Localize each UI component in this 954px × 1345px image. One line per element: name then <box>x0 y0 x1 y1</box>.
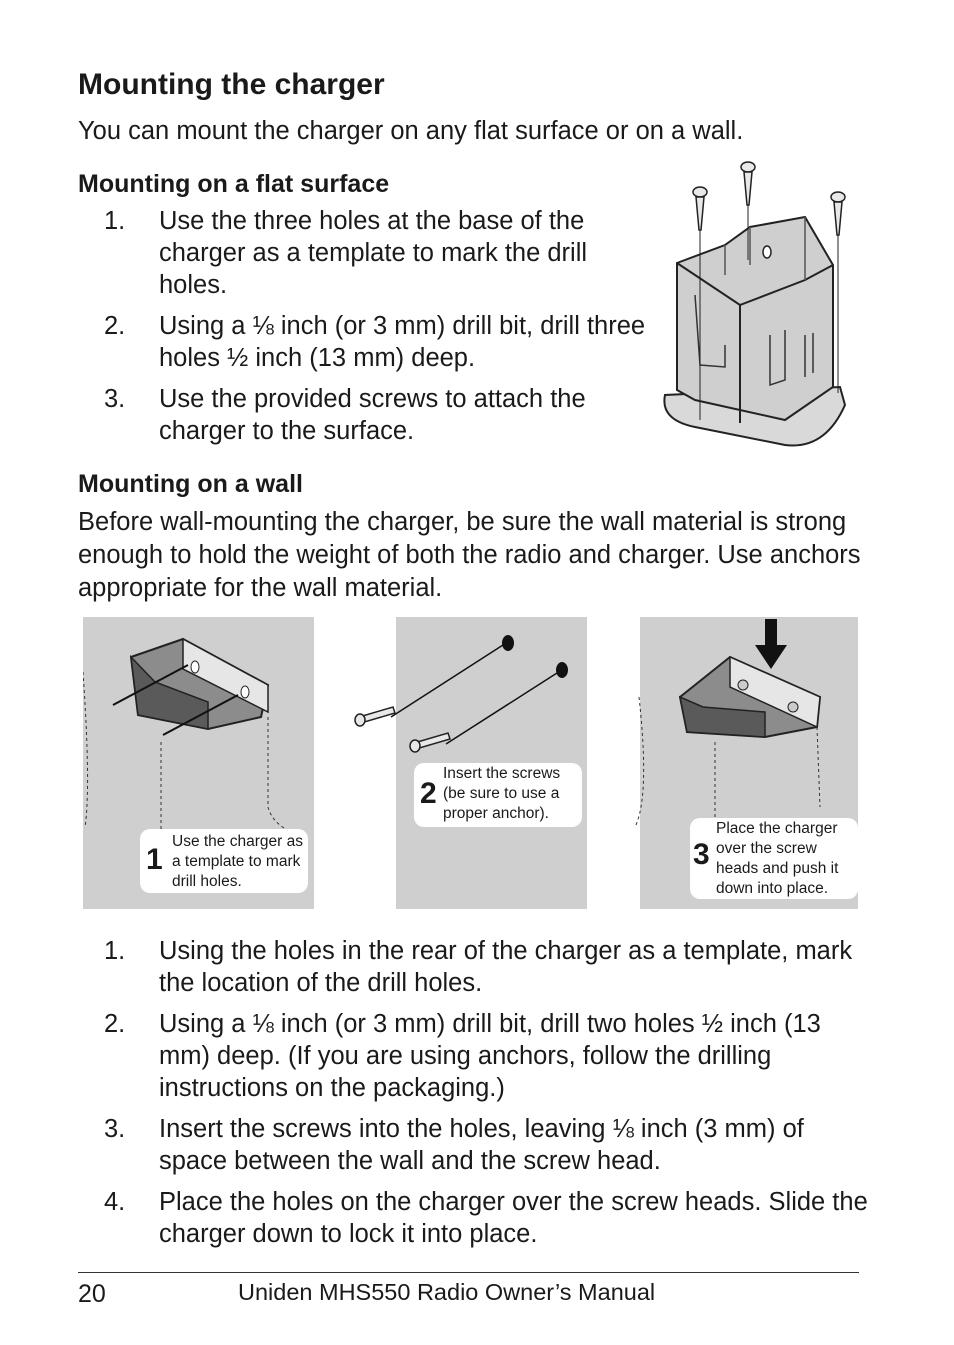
wall-step <box>78 1008 868 1104</box>
charger-flat-mount-illustration <box>655 155 860 455</box>
step-number: 1. <box>104 207 126 235</box>
callout-text: Insert the screws (be sure to use a proper anchor). <box>443 765 561 822</box>
callout-number: 1 <box>146 843 163 876</box>
step-number: 3. <box>104 1115 126 1143</box>
step-number: 3. <box>104 385 126 413</box>
callout-2 <box>414 763 582 827</box>
page-title: Mounting the charger <box>78 68 385 101</box>
step-text: Insert the screws into the holes, leaving ⅛ inch (3 mm) of space between the wall and the screw head. <box>159 1115 804 1175</box>
callout-text: Use the charger as a template to mark drill holes. <box>172 833 303 890</box>
page-number: 20 <box>78 1280 106 1308</box>
wall-step <box>78 1113 868 1177</box>
footer-divider <box>78 1272 859 1273</box>
step-text: Use the provided screws to attach the charger to the surface. <box>159 385 586 445</box>
wall-step <box>78 1186 868 1250</box>
footer-title: Uniden MHS550 Radio Owner’s Manual <box>238 1279 656 1305</box>
callout-1 <box>140 829 308 893</box>
step-text: Using a ⅛ inch (or 3 mm) drill bit, drill three holes ½ inch (13 mm) deep. <box>159 312 646 372</box>
wall-mount-steps <box>78 935 868 1259</box>
flat-step <box>78 310 648 374</box>
step-text: Use the three holes at the base of the charger as a template to mark the drill holes. <box>159 207 588 299</box>
wall-mount-heading: Mounting on a wall <box>78 470 303 498</box>
intro-text: You can mount the charger on any flat surface or on a wall. <box>78 117 744 145</box>
flat-step <box>78 383 648 447</box>
flat-surface-steps <box>78 205 648 456</box>
step-number: 1. <box>104 937 126 965</box>
wall-step-2-panel <box>396 617 587 909</box>
callout-text: Place the charger over the screw heads and push it down into place. <box>716 820 839 897</box>
flat-step <box>78 205 648 301</box>
wall-step <box>78 935 868 999</box>
step-number: 2. <box>104 1010 126 1038</box>
callout-number: 3 <box>693 838 710 871</box>
step-number: 4. <box>104 1188 126 1216</box>
step-text: Using the holes in the rear of the charger as a template, mark the location of the drill holes. <box>159 937 853 997</box>
callout-3 <box>690 818 858 899</box>
wall-step-1-panel <box>83 617 314 909</box>
wall-step-3-panel <box>640 617 858 909</box>
flat-surface-heading: Mounting on a flat surface <box>78 170 390 198</box>
callout-number: 2 <box>420 777 437 810</box>
step-number: 2. <box>104 312 126 340</box>
wall-mount-paragraph: Before wall-mounting the charger, be sure the wall material is strong enough to hold the weight of both the radio and charger. Use anchors appropriate for the wall material. <box>78 508 861 602</box>
step-text: Using a ⅛ inch (or 3 mm) drill bit, drill two holes ½ inch (13 mm) deep. (If you are using anchors, follow the drilling instructions on the packaging.) <box>159 1010 821 1102</box>
step-text: Place the holes on the charger over the screw heads. Slide the charger down to lock it into place. <box>159 1188 868 1248</box>
